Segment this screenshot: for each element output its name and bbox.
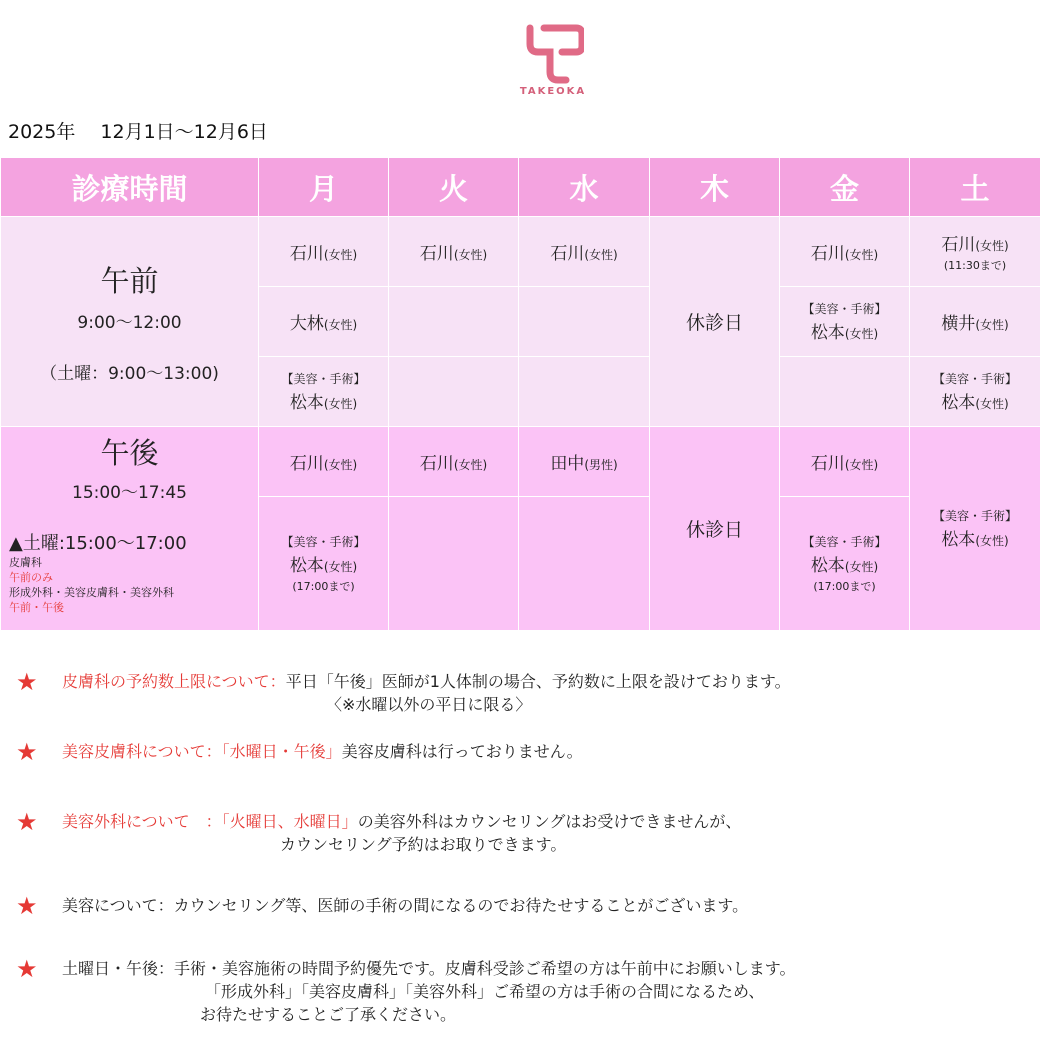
schedule-table [0, 157, 1040, 631]
pm-sat-1: 【美容・手術】 松本(女性) [910, 427, 1040, 631]
pm-title: 午後 [100, 436, 159, 470]
am-tue-1: 石川(女性) [389, 217, 519, 287]
takeoka-logo-icon [522, 22, 584, 84]
star-icon: ★ [16, 668, 38, 696]
am-fri-2: 【美容・手術】 松本(女性) [780, 287, 910, 357]
pm-tue-2 [389, 497, 519, 631]
am-mon-1: 石川(女性) [259, 217, 389, 287]
pm-sub-dermatology-note: 午前のみ [9, 571, 53, 584]
am-tue-3 [389, 357, 519, 427]
pm-thu-closed: 休診日 [650, 427, 780, 631]
header-thu: 木 [650, 158, 780, 217]
am-thu-closed: 休診日 [650, 217, 780, 427]
am-wed-3 [519, 357, 650, 427]
am-wed-2 [519, 287, 650, 357]
pm-hours: 15:00～17:45 [72, 483, 187, 503]
am-saturday-hours: （土曜：9:00～13:00) [40, 364, 219, 384]
am-sat-1: 石川(女性) (11:30まで) [910, 217, 1040, 287]
star-icon: ★ [16, 738, 38, 766]
pm-sub-cosmetic-note: 午前・午後 [9, 601, 64, 614]
star-icon: ★ [16, 892, 38, 920]
am-title: 午前 [100, 264, 159, 298]
star-icon: ★ [16, 808, 38, 836]
pm-tue-1: 石川(女性) [389, 427, 519, 497]
table-row [1, 217, 1040, 287]
header-tue: 火 [389, 158, 519, 217]
am-fri-3 [780, 357, 910, 427]
table-row [1, 427, 1040, 497]
date-range: 2025年 12月1日～12月6日 [8, 121, 268, 143]
pm-label-cell [1, 427, 259, 631]
header-wed: 水 [519, 158, 650, 217]
am-hours: 9:00～12:00 [77, 313, 182, 333]
pm-saturday-hours: ▲土曜:15:00～17:00 [9, 533, 187, 554]
star-icon: ★ [16, 955, 38, 983]
pm-sub-dermatology: 皮膚科 [9, 556, 42, 569]
table-header-row [1, 158, 1040, 217]
am-sat-3: 【美容・手術】 松本(女性) [910, 357, 1040, 427]
am-sat-2: 横井(女性) [910, 287, 1040, 357]
am-fri-1: 石川(女性) [780, 217, 910, 287]
pm-wed-2 [519, 497, 650, 631]
brand-name: TAKEOKA [519, 86, 587, 97]
am-label-cell [1, 217, 259, 427]
pm-fri-2: 【美容・手術】 松本(女性) (17:00まで) [780, 497, 910, 631]
brand-logo [518, 22, 588, 104]
header-mon: 月 [259, 158, 389, 217]
am-mon-3: 【美容・手術】 松本(女性) [259, 357, 389, 427]
am-wed-1: 石川(女性) [519, 217, 650, 287]
pm-fri-1: 石川(女性) [780, 427, 910, 497]
header-hours: 診療時間 [1, 158, 259, 217]
header-fri: 金 [780, 158, 910, 217]
header-sat: 土 [910, 158, 1040, 217]
pm-sub-cosmetic: 形成外科・美容皮膚科・美容外科 [9, 586, 174, 599]
pm-mon-1: 石川(女性) [259, 427, 389, 497]
pm-mon-2: 【美容・手術】 松本(女性) (17:00まで) [259, 497, 389, 631]
am-mon-2: 大林(女性) [259, 287, 389, 357]
pm-wed-1: 田中(男性) [519, 427, 650, 497]
am-tue-2 [389, 287, 519, 357]
